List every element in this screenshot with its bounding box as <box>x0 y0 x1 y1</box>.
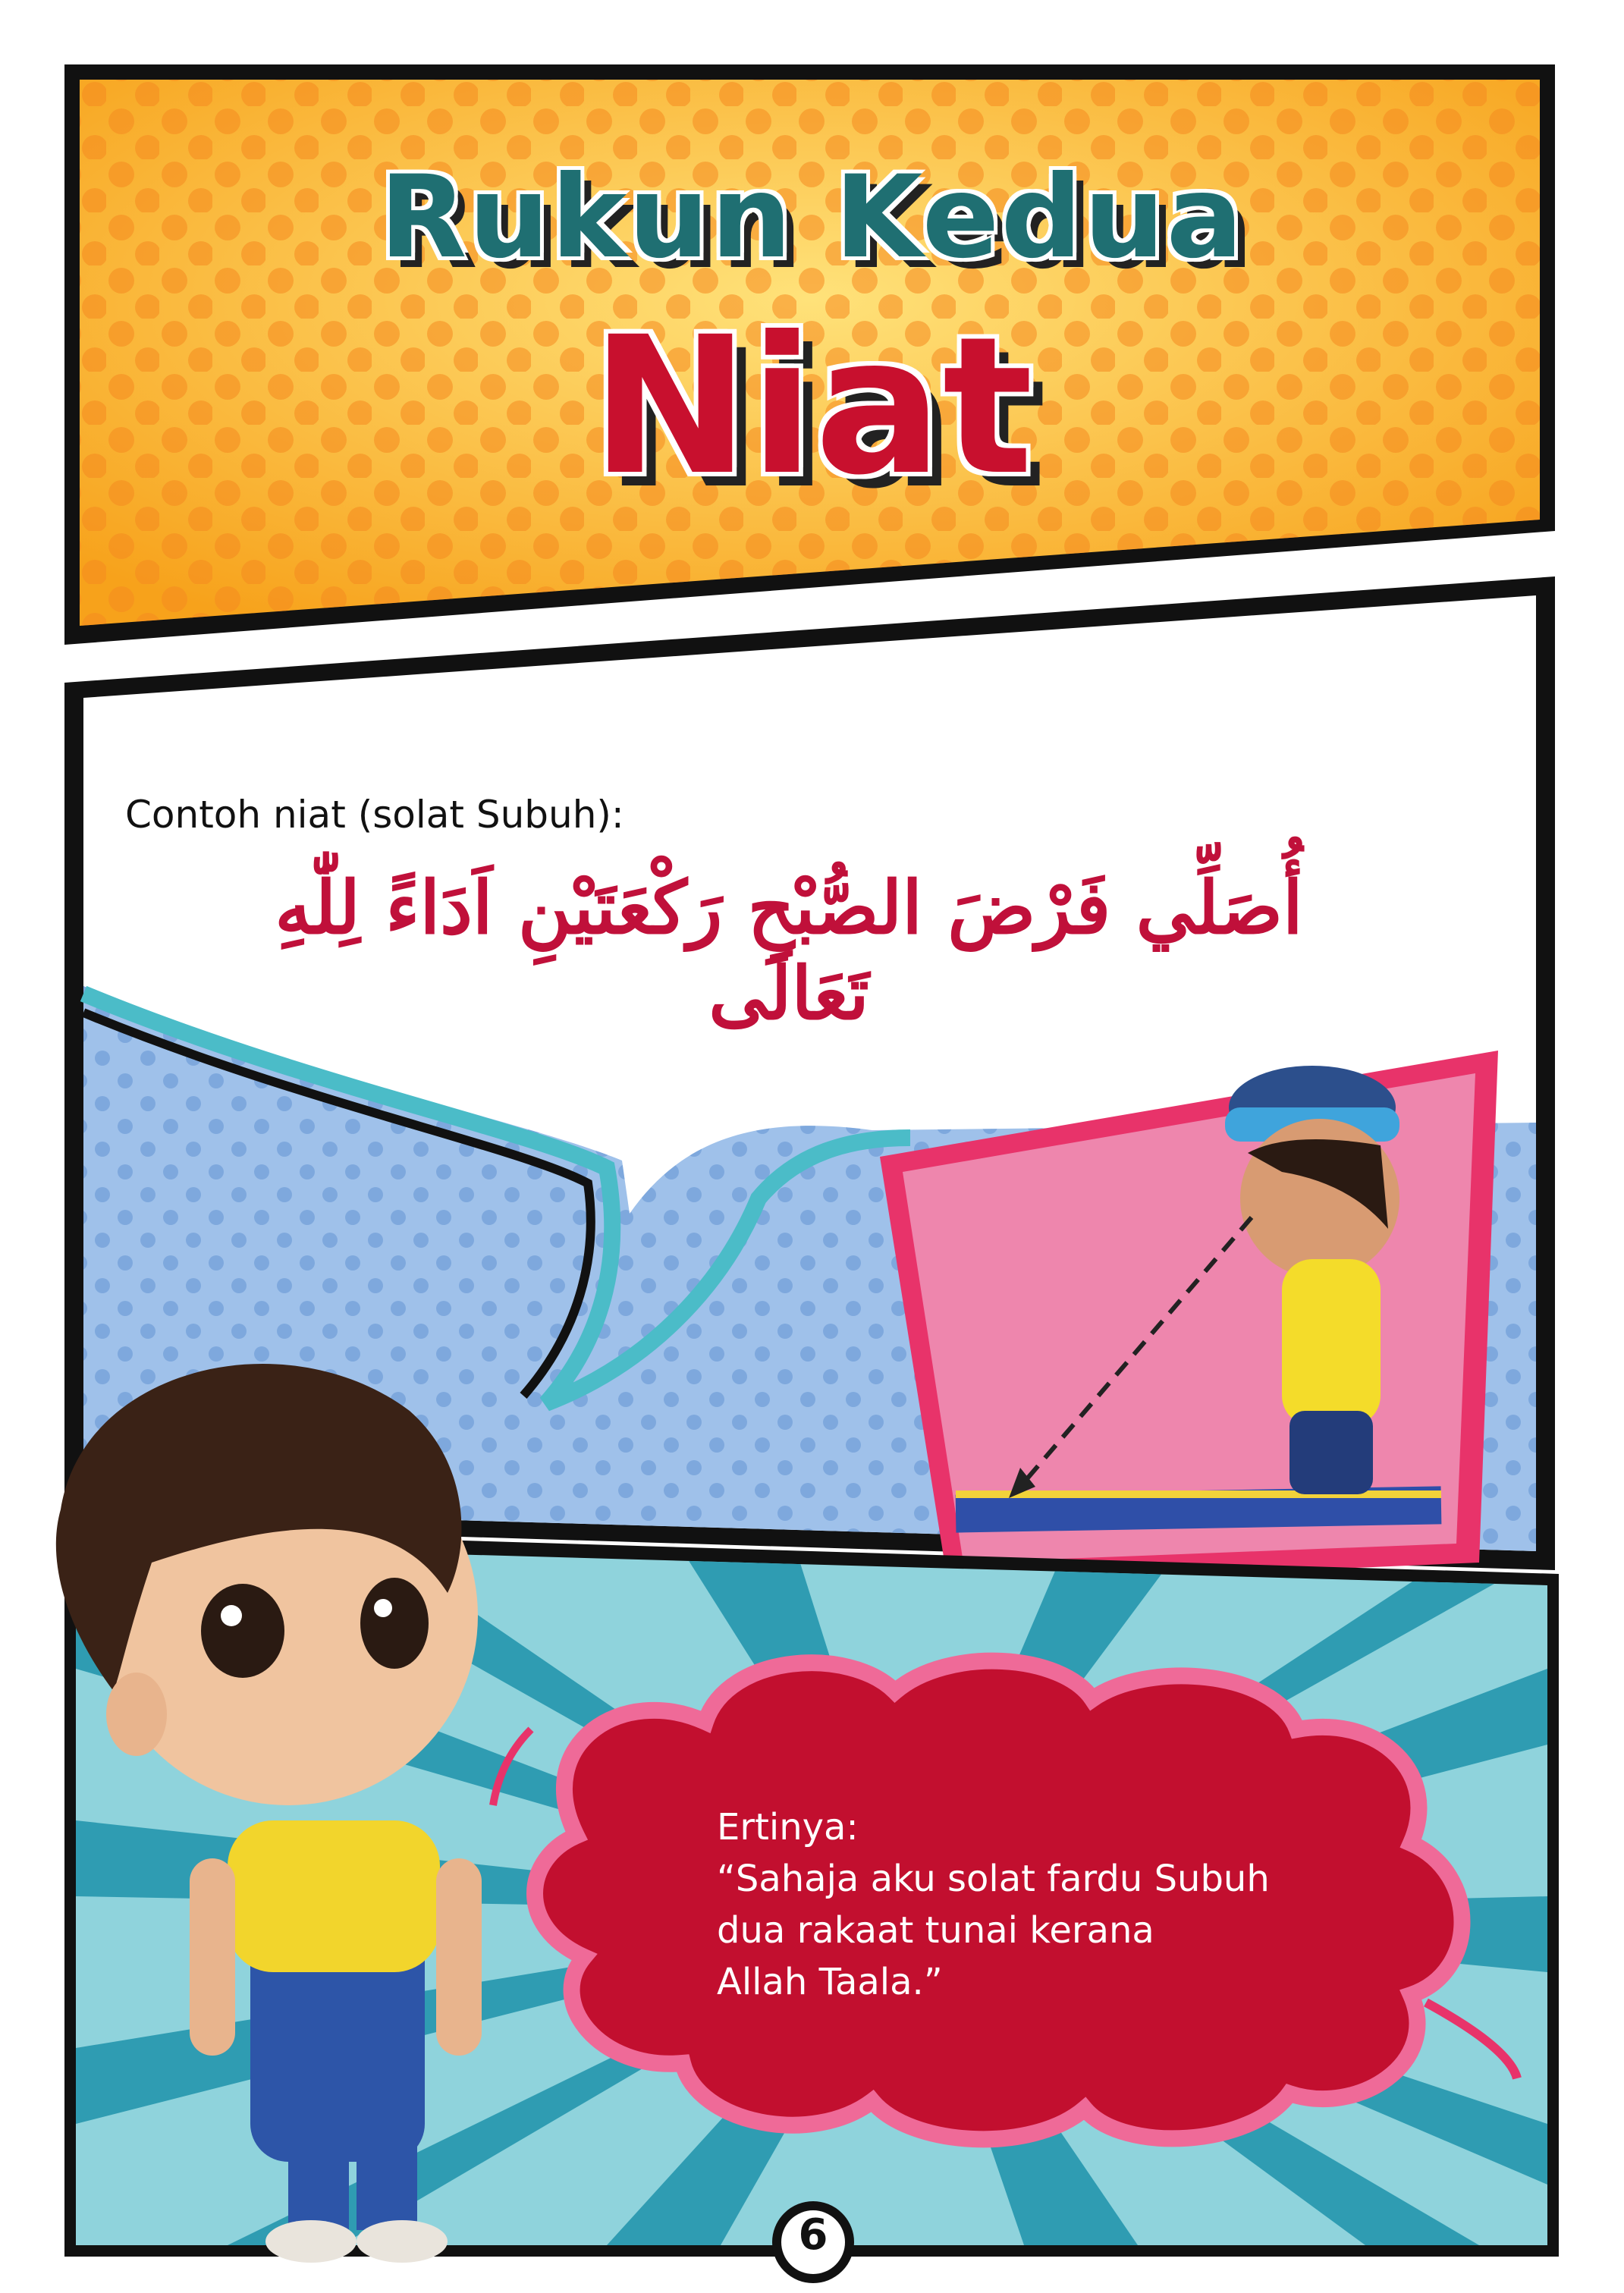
meaning-line: Allah Taala.” <box>717 1961 943 2003</box>
meaning-line: “Sahaja aku solat fardu Subuh <box>717 1858 1270 1900</box>
meaning-heading: Ertinya: <box>717 1806 859 1849</box>
arabic-niat-text: أُصَلِّي فَرْضَ الصُّبْحِ رَكْعَتَيْنِ اَدَاءً لِلّٰهِ تَعَالَى <box>275 865 1303 1036</box>
meaning-text <box>717 1801 1270 2008</box>
meaning-line: dua rakaat tunai kerana <box>717 1909 1154 1952</box>
example-label: Contoh niat (solat Subuh): <box>125 793 624 837</box>
page-number: 6 <box>772 2201 854 2283</box>
title-niat: Niat <box>590 296 1034 517</box>
title-rukun-kedua: Rukun Kedua <box>379 152 1245 284</box>
